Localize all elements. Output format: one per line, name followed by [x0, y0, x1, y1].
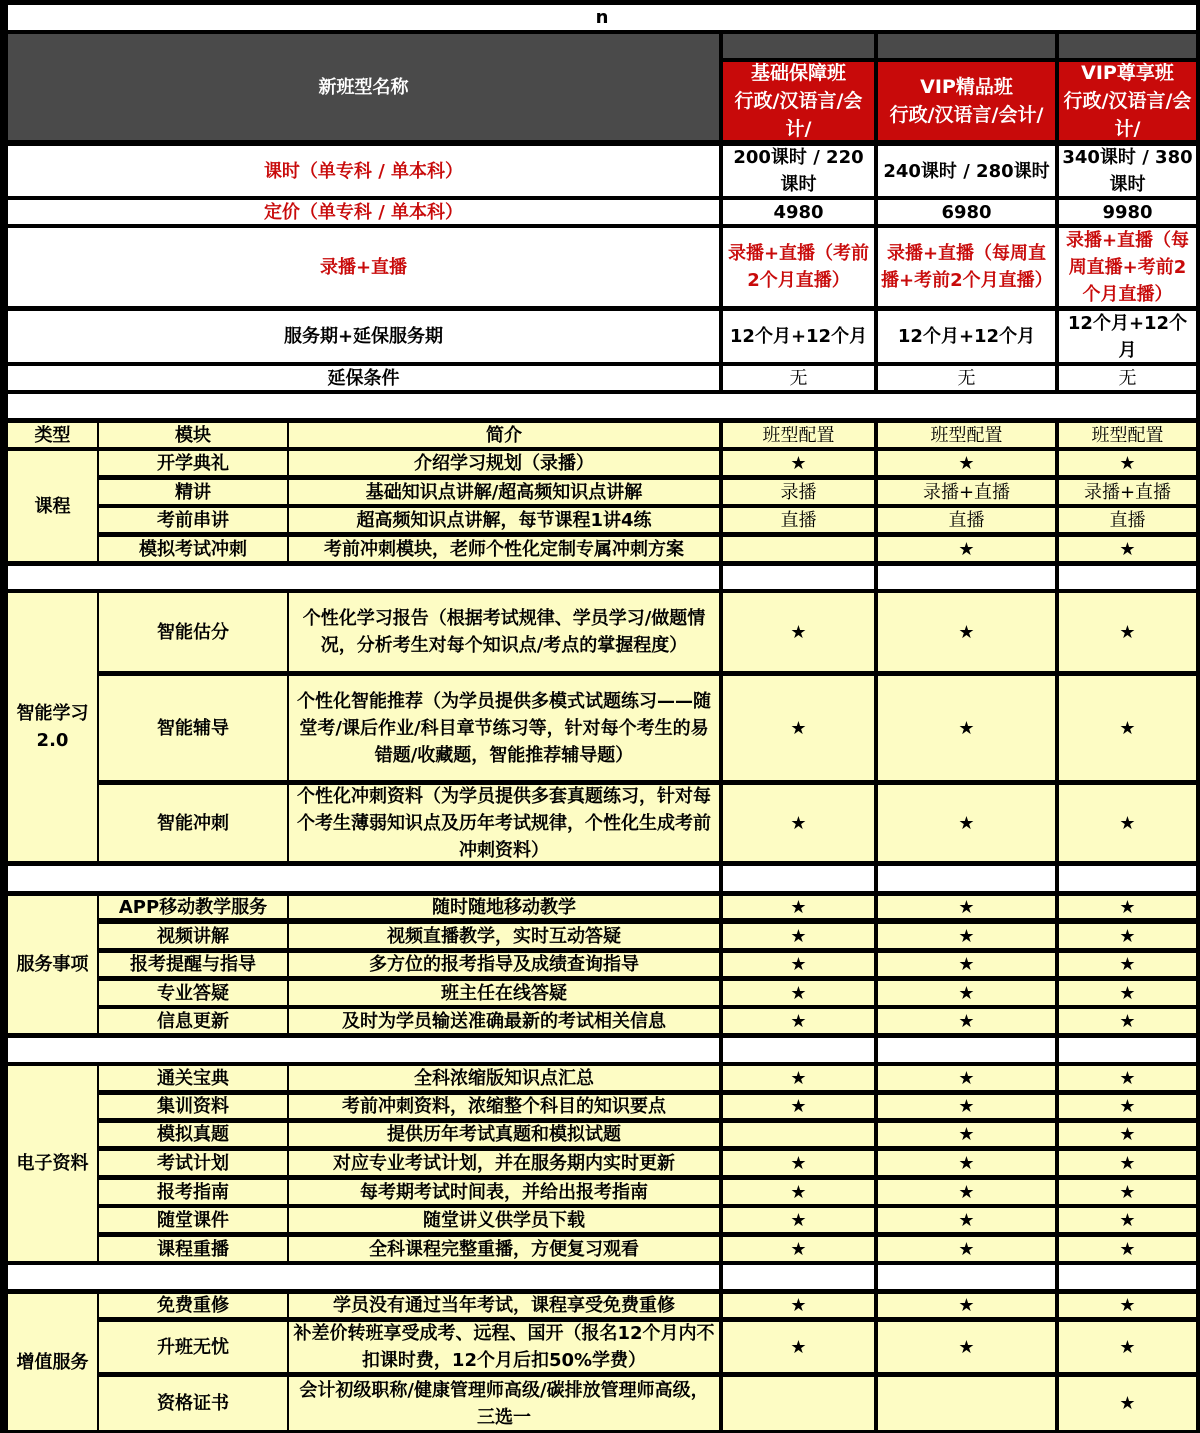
star-icon: ★	[878, 1066, 1055, 1090]
star-icon: ★	[1059, 1377, 1196, 1430]
intro-cell: 视频直播教学，实时互动答疑	[289, 924, 719, 948]
star-icon: ★	[878, 537, 1055, 561]
star-icon: ★	[723, 953, 874, 976]
config-value	[723, 1377, 874, 1430]
category-cell: 电子资料	[8, 1066, 97, 1261]
module-cell: 精讲	[99, 480, 287, 504]
col-config: 班型配置	[1059, 423, 1196, 447]
category-cell: 课程	[8, 451, 97, 561]
period-value: 12个月+12个月	[1059, 311, 1196, 362]
config-value: 直播	[878, 508, 1055, 532]
star-icon: ★	[878, 1151, 1055, 1175]
star-icon: ★	[878, 1095, 1055, 1118]
star-icon: ★	[723, 1066, 874, 1090]
spacer-row	[8, 566, 719, 589]
module-cell: 资格证书	[99, 1377, 287, 1430]
config-value: 录播	[723, 480, 874, 504]
spacer-cell	[1059, 566, 1196, 589]
mode-value: 录播+直播（每周直播+考前2个月直播）	[878, 228, 1055, 306]
spacer-cell	[878, 1038, 1055, 1062]
star-icon: ★	[1059, 537, 1196, 561]
star-icon: ★	[878, 953, 1055, 976]
spacer-cell	[1059, 1038, 1196, 1062]
mode-value: 录播+直播（每周直播+考前2个月直播）	[1059, 228, 1196, 306]
module-cell: 模拟真题	[99, 1123, 287, 1146]
price-value: 9980	[1059, 200, 1196, 224]
module-cell: 免费重修	[99, 1294, 287, 1317]
col-config: 班型配置	[878, 423, 1055, 447]
config-value: 录播+直播	[878, 480, 1055, 504]
star-icon: ★	[723, 1294, 874, 1317]
plan-name: 基础保障班	[750, 62, 846, 84]
intro-cell: 会计初级职称/健康管理师高级/碳排放管理师高级，三选一	[289, 1377, 719, 1430]
star-icon: ★	[878, 1208, 1055, 1232]
intro-cell: 介绍学习规划（录播）	[289, 451, 719, 475]
intro-cell: 及时为学员输送准确最新的考试相关信息	[289, 1009, 719, 1033]
star-icon: ★	[723, 924, 874, 948]
module-cell: 考试计划	[99, 1151, 287, 1175]
plan-name: VIP精品班	[920, 76, 1013, 98]
star-icon: ★	[1059, 924, 1196, 948]
star-icon: ★	[1059, 1123, 1196, 1146]
module-cell: 随堂课件	[99, 1208, 287, 1232]
plan-header-2	[878, 62, 1055, 140]
page-title: n	[8, 5, 1196, 30]
intro-cell: 对应专业考试计划，并在服务期内实时更新	[289, 1151, 719, 1175]
spacer-row	[8, 866, 719, 891]
intro-cell: 个性化冲刺资料（为学员提供多套真题练习，针对每个考生薄弱知识点及历年考试规律，个性化生成考前冲刺资料）	[289, 785, 719, 861]
price-value: 6980	[878, 200, 1055, 224]
mode-value: 录播+直播（考前2个月直播）	[723, 228, 874, 306]
extend-value: 无	[1059, 366, 1196, 390]
star-icon: ★	[723, 1237, 874, 1261]
star-icon: ★	[1059, 1237, 1196, 1261]
star-icon: ★	[878, 593, 1055, 671]
star-icon: ★	[1059, 1066, 1196, 1090]
intro-cell: 学员没有通过当年考试，课程享受免费重修	[289, 1294, 719, 1317]
config-value: 录播+直播	[1059, 480, 1196, 504]
spacer-cell	[723, 1038, 874, 1062]
plan-subjects: 行政/汉语言/会计/	[734, 90, 863, 140]
star-icon: ★	[878, 1009, 1055, 1033]
star-icon: ★	[1059, 451, 1196, 475]
module-cell: 开学典礼	[99, 451, 287, 475]
period-value: 12个月+12个月	[878, 311, 1055, 362]
intro-cell: 考前冲刺资料，浓缩整个科目的知识要点	[289, 1095, 719, 1118]
extend-value: 无	[878, 366, 1055, 390]
intro-cell: 随时随地移动教学	[289, 896, 719, 918]
intro-cell: 班主任在线答疑	[289, 981, 719, 1005]
star-icon: ★	[723, 785, 874, 861]
intro-cell: 全科浓缩版知识点汇总	[289, 1066, 719, 1090]
module-cell: 智能估分	[99, 593, 287, 671]
star-icon: ★	[878, 924, 1055, 948]
spacer-cell	[1059, 866, 1196, 891]
star-icon: ★	[878, 676, 1055, 780]
intro-cell: 每考期考试时间表，并给出报考指南	[289, 1180, 719, 1204]
star-icon: ★	[1059, 953, 1196, 976]
col-intro: 简介	[289, 423, 719, 447]
plan-header-band	[723, 34, 874, 58]
plan-header-3	[1059, 62, 1196, 140]
star-icon: ★	[878, 981, 1055, 1005]
module-cell: 通关宝典	[99, 1066, 287, 1090]
spacer-cell	[878, 566, 1055, 589]
spacer-cell	[723, 866, 874, 891]
spacer-cell	[723, 1265, 874, 1289]
col-config: 班型配置	[723, 423, 874, 447]
star-icon: ★	[878, 1322, 1055, 1372]
category-cell: 智能学习2.0	[8, 593, 97, 861]
star-icon: ★	[1059, 1180, 1196, 1204]
module-cell: 模拟考试冲刺	[99, 537, 287, 561]
plan-header-band	[1059, 34, 1196, 58]
module-cell: 专业答疑	[99, 981, 287, 1005]
star-icon: ★	[1059, 896, 1196, 918]
config-value	[723, 1123, 874, 1146]
hours-value: 240课时 / 280课时	[878, 146, 1055, 196]
hours-value: 200课时 / 220课时	[723, 146, 874, 196]
star-icon: ★	[1059, 1322, 1196, 1372]
category-cell: 服务事项	[8, 896, 97, 1033]
star-icon: ★	[723, 1095, 874, 1118]
star-icon: ★	[723, 1151, 874, 1175]
star-icon: ★	[878, 785, 1055, 861]
intro-cell: 考前冲刺模块，老师个性化定制专属冲刺方案	[289, 537, 719, 561]
module-cell: 视频讲解	[99, 924, 287, 948]
col-module: 模块	[99, 423, 287, 447]
star-icon: ★	[723, 1322, 874, 1372]
spacer-cell	[878, 866, 1055, 891]
spacer-row	[8, 1265, 719, 1289]
period-label: 服务期+延保服务期	[8, 311, 719, 362]
plan-header-band	[878, 34, 1055, 58]
spacer-row	[8, 1038, 719, 1062]
star-icon: ★	[878, 896, 1055, 918]
intro-cell: 多方位的报考指导及成绩查询指导	[289, 953, 719, 976]
star-icon: ★	[723, 981, 874, 1005]
intro-cell: 个性化学习报告（根据考试规律、学员学习/做题情况，分析考生对每个知识点/考点的掌握程度）	[289, 593, 719, 671]
module-cell: 课程重播	[99, 1237, 287, 1261]
star-icon: ★	[878, 1180, 1055, 1204]
star-icon: ★	[1059, 1294, 1196, 1317]
intro-cell: 随堂讲义供学员下载	[289, 1208, 719, 1232]
star-icon: ★	[1059, 981, 1196, 1005]
plan-header-1	[723, 62, 874, 140]
module-cell: 智能冲刺	[99, 785, 287, 861]
star-icon: ★	[723, 593, 874, 671]
star-icon: ★	[1059, 1208, 1196, 1232]
star-icon: ★	[878, 1123, 1055, 1146]
config-value: 直播	[723, 508, 874, 532]
plan-name: VIP尊享班	[1081, 62, 1174, 84]
star-icon: ★	[723, 676, 874, 780]
module-cell: 升班无忧	[99, 1322, 287, 1372]
intro-cell: 基础知识点讲解/超高频知识点讲解	[289, 480, 719, 504]
star-icon: ★	[1059, 1095, 1196, 1118]
module-cell: 考前串讲	[99, 508, 287, 532]
module-cell: 报考提醒与指导	[99, 953, 287, 976]
star-icon: ★	[1059, 1009, 1196, 1033]
star-icon: ★	[878, 451, 1055, 475]
intro-cell: 超高频知识点讲解，每节课程1讲4练	[289, 508, 719, 532]
star-icon: ★	[1059, 1151, 1196, 1175]
spacer-row	[8, 394, 1196, 418]
extend-value: 无	[723, 366, 874, 390]
price-value: 4980	[723, 200, 874, 224]
period-value: 12个月+12个月	[723, 311, 874, 362]
col-type: 类型	[8, 423, 97, 447]
module-cell: APP移动教学服务	[99, 896, 287, 918]
plan-subjects: 行政/汉语言/会计/	[889, 104, 1044, 126]
intro-cell: 个性化智能推荐（为学员提供多模式试题练习——随堂考/课后作业/科目章节练习等，针对每个考生的易错题/收藏题，智能推荐辅导题）	[289, 676, 719, 780]
spacer-cell	[1059, 1265, 1196, 1289]
intro-cell: 补差价转班享受成考、远程、国开（报名12个月内不扣课时费，12个月后扣50%学费）	[289, 1322, 719, 1372]
star-icon: ★	[1059, 676, 1196, 780]
star-icon: ★	[723, 451, 874, 475]
price-label: 定价（单专科 / 单本科）	[8, 200, 719, 224]
star-icon: ★	[1059, 593, 1196, 671]
intro-cell: 全科课程完整重播，方便复习观看	[289, 1237, 719, 1261]
config-value: 直播	[1059, 508, 1196, 532]
config-value	[878, 1377, 1055, 1430]
star-icon: ★	[723, 1208, 874, 1232]
star-icon: ★	[878, 1237, 1055, 1261]
hours-value: 340课时 / 380课时	[1059, 146, 1196, 196]
module-cell: 智能辅导	[99, 676, 287, 780]
config-value	[723, 537, 874, 561]
class-name-label: 新班型名称	[8, 34, 719, 140]
star-icon: ★	[1059, 785, 1196, 861]
extend-label: 延保条件	[8, 366, 719, 390]
star-icon: ★	[878, 1294, 1055, 1317]
star-icon: ★	[723, 1009, 874, 1033]
spacer-cell	[723, 566, 874, 589]
intro-cell: 提供历年考试真题和模拟试题	[289, 1123, 719, 1146]
star-icon: ★	[723, 896, 874, 918]
star-icon: ★	[723, 1180, 874, 1204]
spacer-cell	[878, 1265, 1055, 1289]
plan-subjects: 行政/汉语言/会计/	[1063, 90, 1192, 140]
mode-label: 录播+直播	[8, 228, 719, 306]
module-cell: 集训资料	[99, 1095, 287, 1118]
module-cell: 信息更新	[99, 1009, 287, 1033]
category-cell: 增值服务	[8, 1294, 97, 1430]
hours-label: 课时（单专科 / 单本科）	[8, 146, 719, 196]
module-cell: 报考指南	[99, 1180, 287, 1204]
